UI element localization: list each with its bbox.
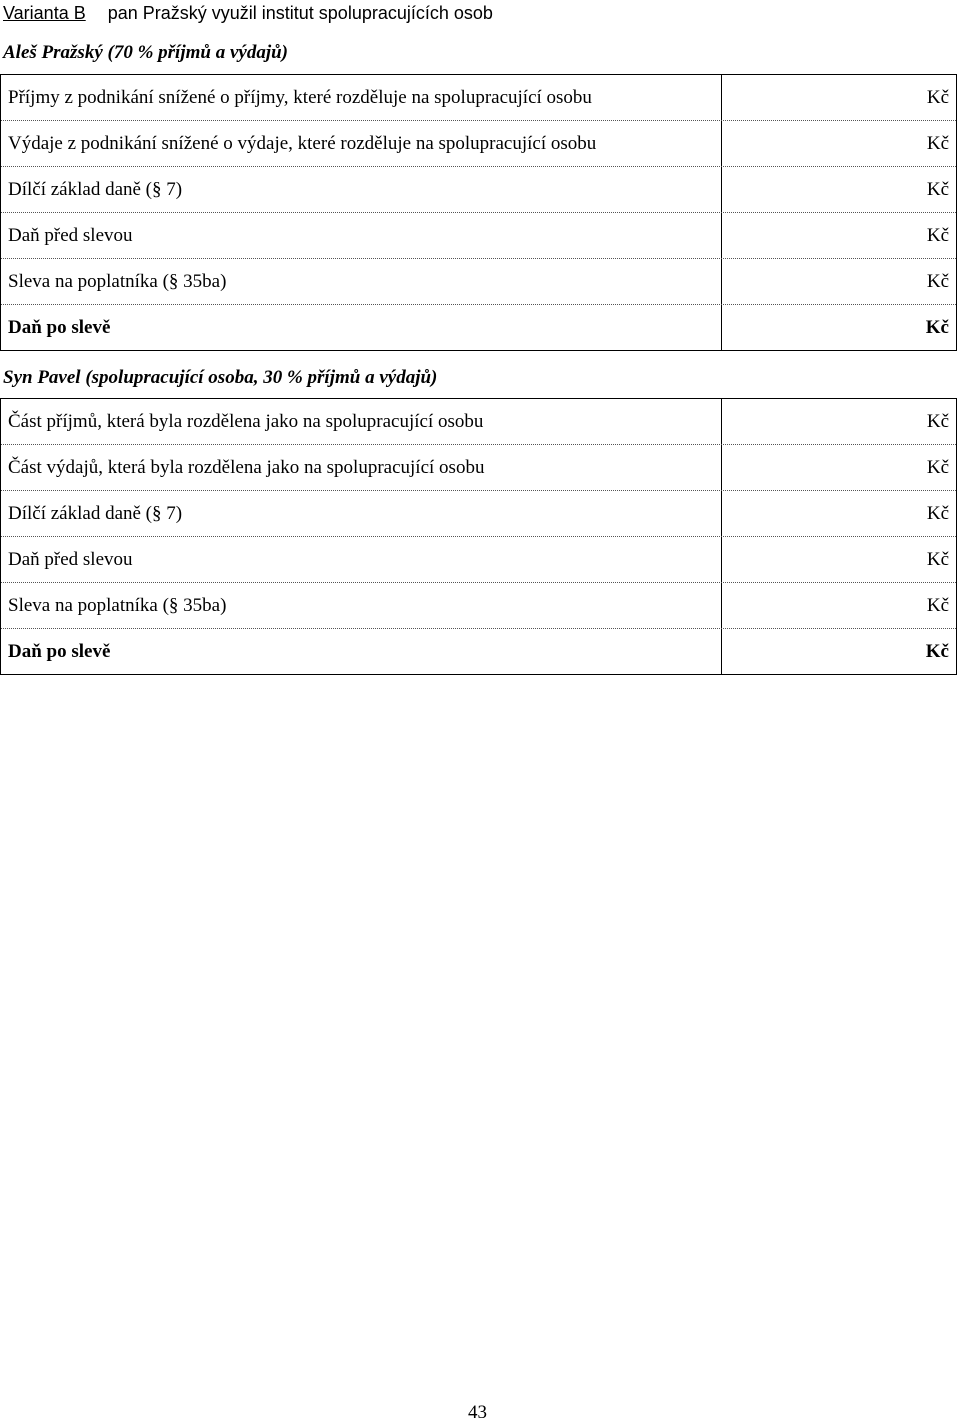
section-title-main: Syn Pavel [3, 367, 81, 388]
row-label: Dílčí základ daně (§ 7) [1, 491, 722, 536]
row-label: Daň po slevě [1, 305, 722, 350]
table-row [1, 166, 956, 212]
table-row-total [1, 628, 956, 674]
row-label: Sleva na poplatníka (§ 35ba) [1, 259, 722, 304]
row-unit: Kč [926, 133, 949, 154]
row-unit: Kč [926, 457, 949, 478]
table-row-total [1, 304, 956, 350]
row-label: Daň před slevou [1, 213, 722, 258]
row-unit: Kč [926, 225, 949, 246]
tax-table-pavel [0, 398, 957, 675]
row-unit: Kč [926, 595, 949, 616]
section-title-paren: (70 % příjmů a výdajů) [107, 42, 288, 63]
row-label: Daň před slevou [1, 537, 722, 582]
table-row [1, 120, 956, 166]
section-title-ales [3, 41, 288, 65]
row-unit: Kč [926, 503, 949, 524]
table-row [1, 212, 956, 258]
table-row [1, 490, 956, 536]
section-title-main: Aleš Pražský [3, 42, 103, 63]
table-row [1, 582, 956, 628]
row-unit: Kč [926, 87, 949, 108]
page-number: 43 [468, 1402, 487, 1423]
row-unit: Kč [926, 549, 949, 570]
row-unit: Kč [926, 271, 949, 292]
row-label: Příjmy z podnikání snížené o příjmy, které rozděluje na spolupracující osobu [1, 75, 722, 120]
row-unit: Kč [926, 411, 949, 432]
row-unit: Kč [925, 641, 949, 662]
section-title-pavel [3, 366, 437, 390]
page-heading [3, 0, 493, 26]
table-row [1, 399, 956, 444]
row-label: Daň po slevě [1, 629, 722, 674]
row-label: Část výdajů, která byla rozdělena jako na spolupracující osobu [1, 445, 722, 490]
row-unit: Kč [926, 179, 949, 200]
row-label: Část příjmů, která byla rozdělena jako na spolupracující osobu [1, 399, 722, 444]
tax-table-ales [0, 74, 957, 351]
row-unit: Kč [925, 317, 949, 338]
row-label: Výdaje z podnikání snížené o výdaje, které rozděluje na spolupracující osobu [1, 121, 722, 166]
table-row [1, 258, 956, 304]
row-label: Sleva na poplatníka (§ 35ba) [1, 583, 722, 628]
variant-label: Varianta B [3, 3, 86, 23]
table-row [1, 536, 956, 582]
row-label: Dílčí základ daně (§ 7) [1, 167, 722, 212]
section-title-paren: (spolupracující osoba, 30 % příjmů a výdajů) [85, 367, 438, 388]
table-row [1, 444, 956, 490]
table-row [1, 75, 956, 120]
variant-description: pan Pražský využil institut spolupracujících osob [107, 3, 493, 23]
